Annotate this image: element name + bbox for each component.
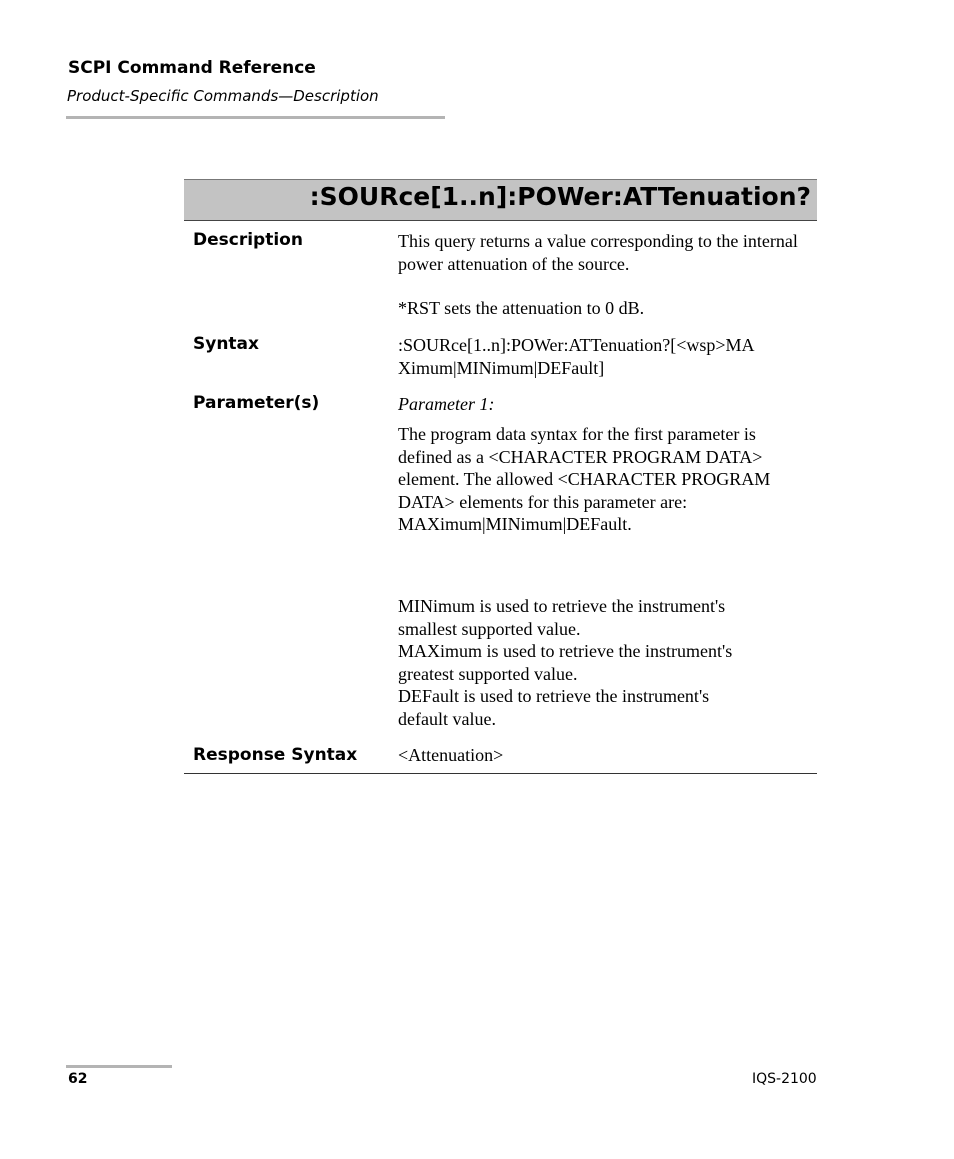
parameter-values-line-5: DEFault is used to retrieve the instrument's — [398, 686, 710, 707]
parameters-label: Parameter(s) — [193, 393, 320, 413]
parameter-values-line-6: default value. — [398, 709, 496, 729]
product-name: IQS-2100 — [752, 1071, 817, 1087]
response-syntax-label: Response Syntax — [193, 745, 358, 765]
parameter-heading: Parameter 1: — [398, 394, 495, 414]
description-rst-text: *RST sets the attenuation to 0 dB. — [398, 298, 645, 318]
parameter-desc-line-2: defined as a <CHARACTER PROGRAM DATA> — [398, 446, 763, 467]
header-divider — [66, 116, 445, 119]
description-text: This query returns a value corresponding to the internal power attenuation of the source. — [398, 231, 798, 274]
parameter-values-line-3: MAXimum is used to retrieve the instrument's — [398, 641, 733, 662]
table-bottom-divider — [184, 773, 817, 774]
parameter-desc-line-4: DATA> elements for this parameter are: — [398, 491, 688, 512]
section-subtitle: Product-Specific Commands—Description — [67, 87, 379, 105]
response-syntax-text: <Attenuation> — [398, 745, 504, 765]
syntax-line-1: :SOURce[1..n]:POWer:ATTenuation?[<wsp>MA — [398, 335, 755, 355]
parameter-values-line-2: smallest supported value. — [398, 618, 581, 639]
page-number: 62 — [68, 1071, 88, 1087]
parameter-values-line-4: greatest supported value. — [398, 663, 578, 684]
command-title: :SOURce[1..n]:POWer:ATTenuation? — [309, 182, 811, 211]
parameter-desc-line-3: element. The allowed <CHARACTER PROGRAM — [398, 469, 771, 490]
parameter-values-line-1: MINimum is used to retrieve the instrument's — [398, 596, 726, 616]
syntax-label: Syntax — [193, 334, 259, 354]
section-title: SCPI Command Reference — [68, 58, 316, 78]
parameter-desc-line-1: The program data syntax for the first parameter is — [398, 424, 756, 444]
parameter-desc-line-5: MAXimum|MINimum|DEFault. — [398, 514, 632, 535]
syntax-line-2: Ximum|MINimum|DEFault] — [398, 358, 605, 378]
description-label: Description — [193, 230, 303, 250]
command-title-bar — [184, 179, 817, 221]
footer-divider — [66, 1065, 172, 1068]
